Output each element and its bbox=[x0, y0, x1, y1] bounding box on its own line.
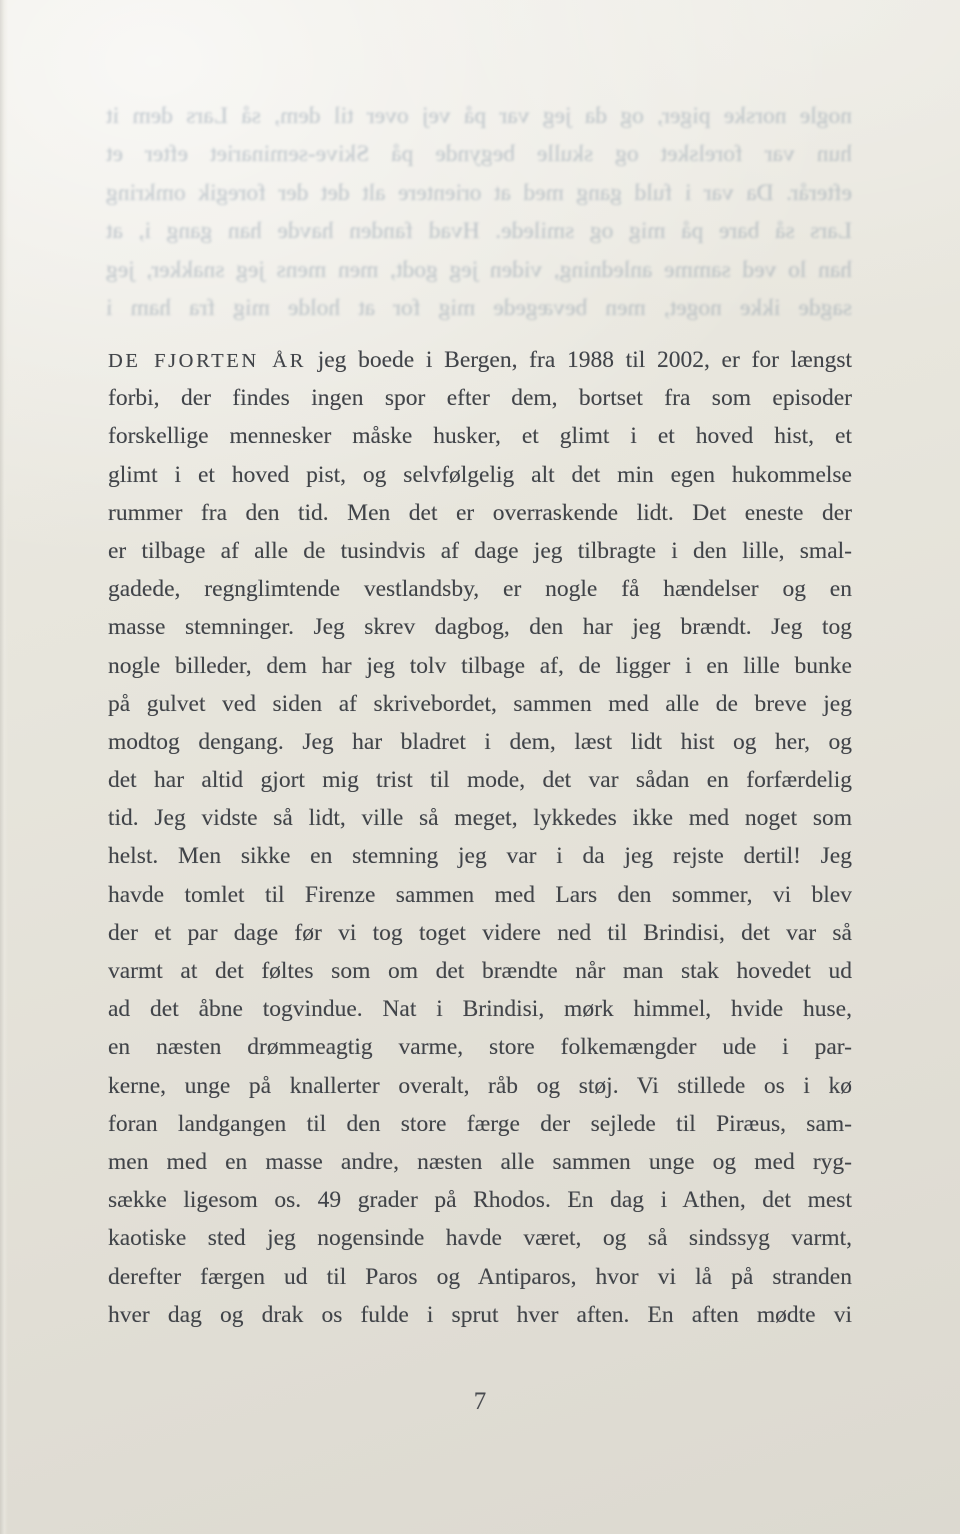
bleedthrough-text bbox=[106, 97, 852, 327]
bleedthrough-line: nogle norske piger, og da jeg var på vej over til dem, så Lars dem it bbox=[106, 103, 852, 129]
bleedthrough-line: sagde ikke noget, men bevægede mig for at holde mig fra ham i bbox=[106, 294, 852, 321]
bleedthrough-line: hun var forelsket og skulle begynde på Skive-seminariet efter et bbox=[106, 141, 852, 168]
text-line: på gulvet ved siden af skrivebordet, sammen med alle de breve jeg bbox=[108, 690, 852, 717]
text-line: nogle billeder, dem har jeg tolv tilbage af, de ligger i en lille bunke bbox=[108, 652, 852, 679]
body-text bbox=[108, 341, 852, 1334]
text-line: der et par dage før vi tog toget videre ned til Brindisi, det var så bbox=[108, 919, 852, 946]
text-line: modtog dengang. Jeg har bladret i dem, læst lidt hist og her, og bbox=[108, 728, 852, 755]
text-line: men med en masse andre, næsten alle sammen unge og med ryg- bbox=[108, 1148, 852, 1175]
text-line: kaotiske sted jeg nogensinde havde været, og så sindssyg varmt, bbox=[108, 1225, 852, 1252]
text-line: det har altid gjort mig trist til mode, det var sådan en forfærdelig bbox=[108, 767, 852, 794]
text-line: DE FJORTEN ÅR jeg boede i Bergen, fra 1988 til 2002, er for længst bbox=[108, 347, 852, 373]
text-line: havde tomlet til Firenze sammen med Lars den sommer, vi blev bbox=[108, 881, 852, 908]
text-line: rummer fra den tid. Men det er overraskende lidt. Det eneste der bbox=[108, 499, 852, 526]
text-line: sække ligesom os. 49 grader på Rhodos. En dag i Athen, det mest bbox=[108, 1187, 852, 1214]
text-line: foran landgangen til den store færge der sejlede til Piræus, sam- bbox=[108, 1110, 852, 1137]
text-line: er tilbage af alle de tusindvis af dage jeg tilbragte i den lille, smal- bbox=[108, 537, 852, 564]
text-line: ad det åbne togvindue. Nat i Brindisi, mørk himmel, hvide huse, bbox=[108, 996, 852, 1023]
text-line: gadede, regnglimtende vestlandsby, er nogle få hændelser og en bbox=[108, 576, 852, 603]
bleedthrough-line: han lo ved samme anledning, viden jeg godt, men mens jeg snakker, jeg bbox=[106, 256, 852, 283]
bleedthrough-line: Lars så bare på mig og smilede. Hvad fanden havde han gang i, at bbox=[106, 218, 852, 245]
text-line: en næsten drømmeagtig varme, store folkemængder ude i par- bbox=[108, 1034, 852, 1061]
text-line: tid. Jeg vidste så lidt, ville så meget, lykkedes ikke med noget som bbox=[108, 805, 852, 832]
bleedthrough-line: efterår. Da var i fuld gang med at orientere alt det der foregik omkring bbox=[106, 179, 852, 206]
lead-smallcaps: DE FJORTEN ÅR bbox=[108, 350, 306, 372]
text-line: forbi, der findes ingen spor efter dem, bortset fra som episoder bbox=[108, 385, 852, 412]
text-line: hver dag og drak os fulde i sprut hver aften. En aften mødte vi bbox=[108, 1301, 852, 1328]
text-line: forskellige mennesker måske husker, et glimt i et hoved hist, et bbox=[108, 423, 852, 450]
text-line: masse stemninger. Jeg skrev dagbog, den har jeg brændt. Jeg tog bbox=[108, 614, 852, 641]
text-line: helst. Men sikke en stemning jeg var i da jeg rejste dertil! Jeg bbox=[108, 843, 852, 870]
text-line: glimt i et hoved pist, og selvfølgelig alt det min egen hukommelse bbox=[108, 461, 852, 488]
page-number: 7 bbox=[473, 1388, 487, 1415]
text-line: derefter færgen ud til Paros og Antiparos, hvor vi lå på stranden bbox=[108, 1263, 852, 1290]
text-line: varmt at det føltes som om det brændte når man stak hovedet ud bbox=[108, 958, 852, 984]
text-line: kerne, unge på knallerter overalt, råb og støj. Vi stillede os i kø bbox=[108, 1072, 852, 1099]
